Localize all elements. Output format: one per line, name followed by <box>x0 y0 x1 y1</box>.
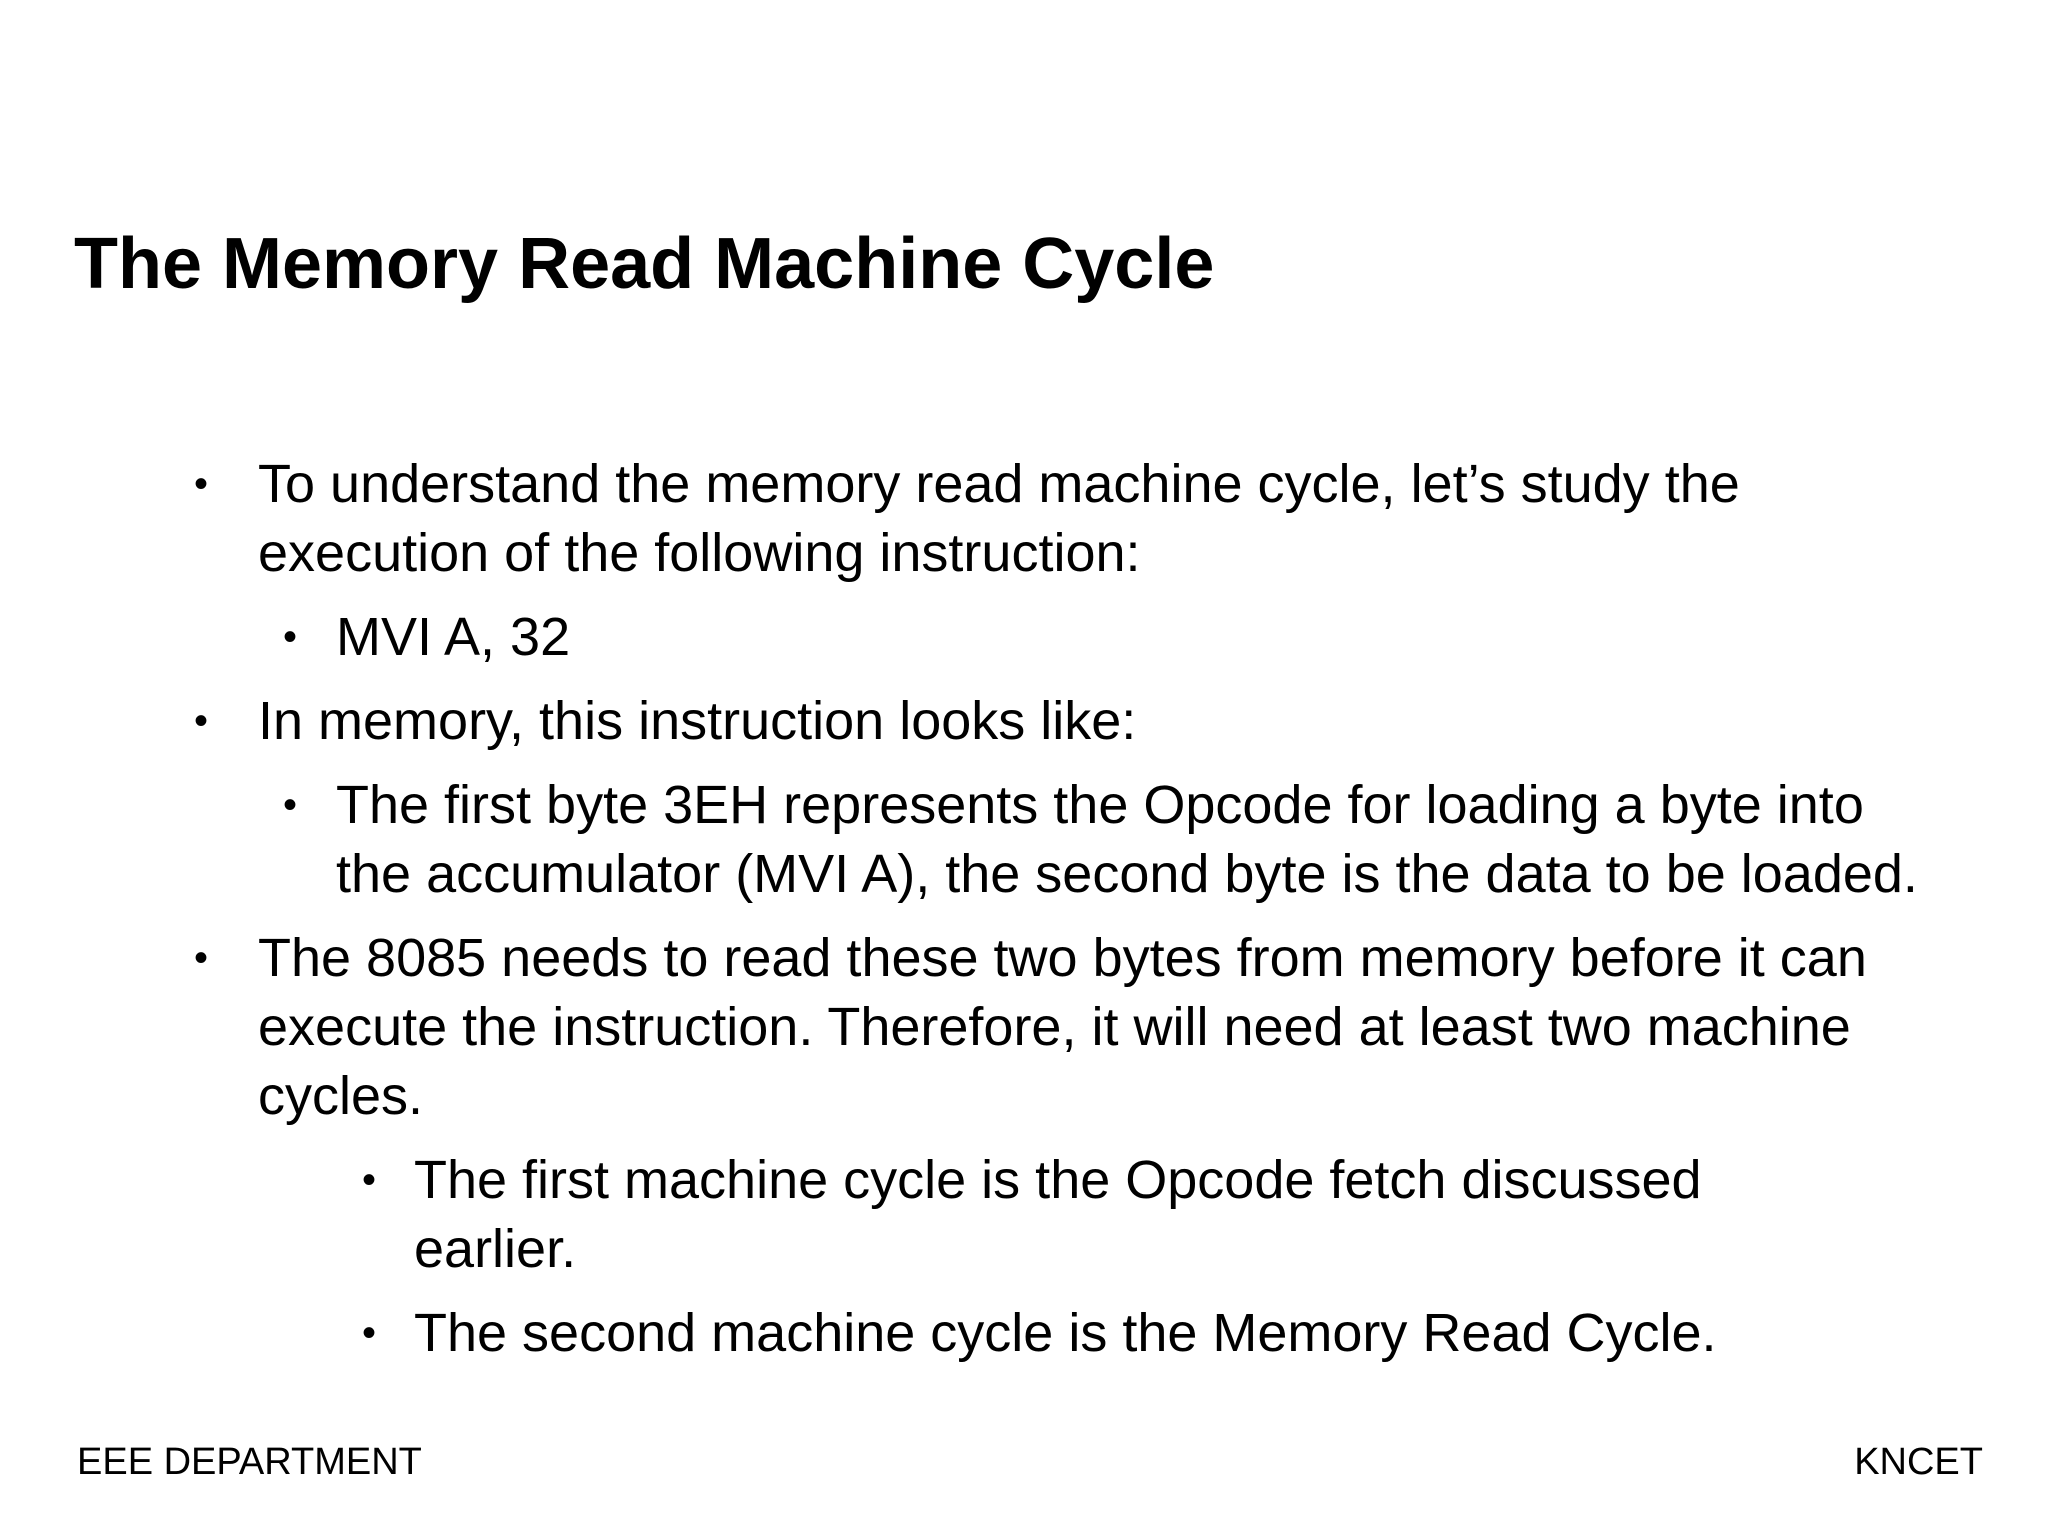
bullet-text: The 8085 needs to read these two bytes from memory before it can execute the instruction. Therefore, it will need at least two machine cycles. <box>258 928 1867 1126</box>
sub-bullet-item <box>0 1146 1834 1284</box>
bullet-text: The second machine cycle is the Memory Read Cycle. <box>414 1303 1717 1363</box>
bullet-marker: • <box>362 1311 377 1355</box>
sub-bullet-item <box>0 771 1936 909</box>
bullet-marker: • <box>194 462 209 506</box>
bullet-marker: • <box>194 699 209 743</box>
bullet-marker: • <box>283 615 298 659</box>
slide-title: The Memory Read Machine Cycle <box>74 224 1215 304</box>
bullet-marker: • <box>194 936 209 980</box>
bullet-marker: • <box>283 783 298 827</box>
sub-bullet-item <box>0 603 1936 672</box>
bullet-text: MVI A, 32 <box>336 607 571 667</box>
sub-bullet-item <box>0 1299 1834 1368</box>
footer-department: EEE DEPARTMENT <box>77 1441 422 1483</box>
footer-institution: KNCET <box>1854 1441 1983 1483</box>
bullet-marker: • <box>362 1158 377 1202</box>
bullet-text: The first machine cycle is the Opcode fetch discussed earlier. <box>414 1150 1702 1279</box>
bullet-text: To understand the memory read machine cycle, let’s study the execution of the following instruction: <box>258 454 1740 583</box>
bullet-item <box>0 450 1898 588</box>
bullet-text: The first byte 3EH represents the Opcode for loading a byte into the accumulator (MVI A), the second byte is the data to be loaded. <box>336 775 1918 904</box>
bullet-text: In memory, this instruction looks like: <box>258 691 1137 751</box>
bullet-item <box>0 924 1898 1131</box>
bullet-list <box>0 450 2048 1383</box>
bullet-item <box>0 687 1898 756</box>
